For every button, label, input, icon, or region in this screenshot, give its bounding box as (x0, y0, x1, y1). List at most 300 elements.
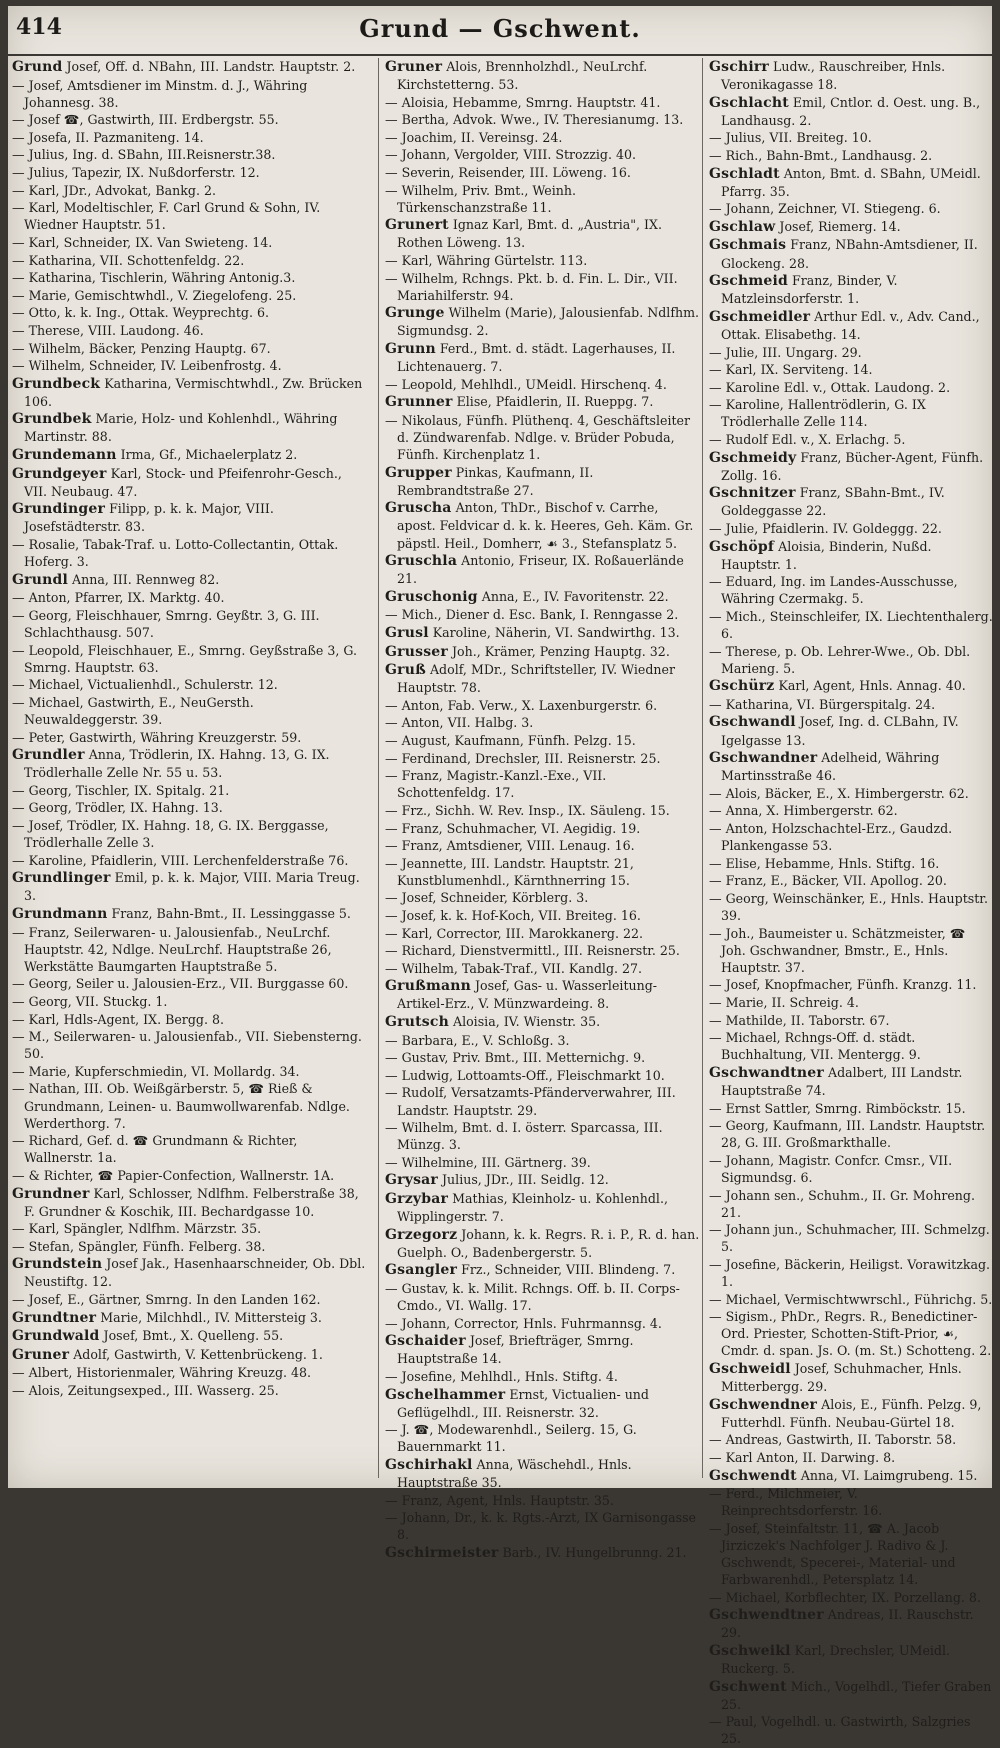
directory-entry-head (709, 236, 993, 271)
entry-text: — Julius, Tapezir, IX. Nußdorferstr. 12. (12, 165, 260, 181)
entry-text: — Paul, Vogelhdl. u. Gastwirth, Salzgries 25. (709, 1714, 971, 1747)
directory-entry (12, 975, 368, 992)
directory-entry (385, 837, 701, 854)
surname: Gschwendtner (709, 1607, 824, 1624)
directory-entry (12, 729, 368, 746)
surname: Grunert (385, 217, 449, 234)
directory-entry (385, 820, 701, 837)
entry-text: — Karoline, Hallentrödlerin, G. IX Trödlerhalle Zelle 114. (709, 397, 926, 430)
entry-text: Josef, Gas- u. Wasserleitung-Artikel-Erz., V. Münzwardeing. 8. (397, 978, 658, 1012)
entry-text: Aloisia, Binderin, Nußd. Hauptstr. 1. (721, 538, 932, 572)
directory-entry (709, 1029, 993, 1063)
directory-entry (709, 431, 993, 448)
entry-text: — Joh., Baumeister u. Schätzmeister, ☎ Joh. Gschwandner, Bmstr., E., Hnls. Hauptstr. 37. (709, 925, 966, 975)
entry-text: — Stefan, Spängler, Fünfh. Felberg. 38. (12, 1238, 266, 1254)
directory-entry (709, 785, 993, 802)
entry-text: Anna, Wäschehdl., Hnls. Hauptstraße 35. (397, 1456, 632, 1490)
surname: Grunn (385, 341, 436, 357)
surname: Gschlaw (709, 218, 776, 235)
directory-entry-head (709, 484, 993, 519)
directory-entry (385, 889, 701, 906)
directory-entry-head (709, 1064, 993, 1099)
directory-entry-head (709, 1678, 993, 1713)
surname: Gschladt (709, 165, 780, 182)
surname: Grundler (12, 747, 85, 764)
directory-entry-head (12, 375, 368, 410)
directory-entry (385, 111, 701, 128)
surname: Grusl (385, 625, 429, 641)
entry-text: — Gustav, Priv. Bmt., III. Metternichg. 9. (385, 1050, 646, 1066)
entry-text: Adolf, Gastwirth, V. Kettenbrückeng. 1. (69, 1346, 323, 1362)
surname: Grunner (385, 394, 453, 411)
entry-text: Marie, Milchhdl., IV. Mittersteig 3. (96, 1309, 322, 1325)
directory-entry (385, 960, 701, 977)
surname: Gschlacht (709, 94, 789, 111)
directory-entry (709, 147, 993, 164)
surname: Grutsch (385, 1014, 449, 1031)
directory-entry (12, 1291, 368, 1308)
entry-text: Franz, SBahn-Bmt., IV. Goldeggasse 22. (721, 485, 945, 519)
directory-entry (709, 855, 993, 872)
entry-text: — Georg, Weinschänker, E., Hnls. Hauptstr. 39. (709, 890, 988, 923)
entry-text: — Wilhelm, Tabak-Traf., VII. Kandlg. 27. (385, 960, 643, 976)
directory-entry (385, 376, 701, 393)
entry-text: Adelheid, Währing Martinsstraße 46. (721, 750, 940, 784)
directory-entry (12, 304, 368, 321)
directory-entry (709, 696, 993, 713)
entry-text: Arthur Edl. v., Adv. Cand., Ottak. Elisabethg. 14. (721, 308, 980, 342)
entry-text: — Karl Anton, II. Darwing. 8. (709, 1449, 896, 1465)
surname: Grzybar (385, 1191, 449, 1207)
entry-text: — August, Kaufmann, Fünfh. Pelzg. 15. (385, 733, 636, 749)
entry-text: Alois, Brennholzhdl., NeuLrchf. Kirchstetterng. 53. (397, 59, 648, 93)
directory-entry (709, 1187, 993, 1221)
entry-text: Josef, Bmt., X. Quelleng. 55. (99, 1328, 284, 1344)
entry-text: Pinkas, Kaufmann, II. Rembrandtstraße 27. (397, 464, 594, 498)
entry-text: — Anna, X. Himbergerstr. 62. (709, 803, 898, 819)
entry-text: Karl, Stock- und Pfeifenrohr-Gesch., VII. Neubaug. 47. (24, 465, 342, 499)
directory-entry-head (709, 58, 993, 93)
directory-entry-head (12, 1185, 368, 1220)
entry-text: — Sigism., PhDr., Regrs. R., Benedictiner-Ord. Priester, Schotten-Stift-Prior, ☙, Cmdr. d. span. Js. O. (m. St.) Schotteng. 2. (709, 1309, 992, 1359)
directory-entry (385, 146, 701, 163)
directory-entry (12, 1220, 368, 1237)
directory-entry (709, 1256, 993, 1290)
entry-text: Karl, Drechsler, UMeidl. Ruckerg. 5. (721, 1642, 951, 1677)
surname: Gschürz (709, 678, 775, 695)
surname: Grusser (385, 643, 448, 660)
directory-entry (709, 608, 993, 642)
entry-text: — Georg, Trödler, IX. Hahng. 13. (12, 800, 223, 816)
entry-text: — Karl, Hdls-Agent, IX. Bergg. 8. (12, 1011, 224, 1027)
surname: Grund (12, 59, 63, 75)
surname: Gschwandner (709, 750, 818, 767)
directory-entry (12, 852, 368, 869)
directory-entry-head (12, 465, 368, 500)
surname: Gruß (385, 662, 426, 679)
surname: Gschwandtner (709, 1064, 824, 1081)
entry-text: — Eduard, Ing. im Landes-Ausschusse, Währing Czermakg. 5. (709, 574, 958, 607)
entry-text: Irma, Gf., Michaelerplatz 2. (116, 447, 298, 463)
entry-text: Mathias, Kleinholz- u. Kohlenhdl., Wipplingerstr. 7. (397, 1191, 668, 1225)
entry-text: Julius, JDr., III. Seidlg. 12. (438, 1172, 609, 1188)
directory-entry-head (12, 58, 368, 76)
column-1 (12, 58, 368, 1478)
directory-entry (385, 252, 701, 269)
directory-entry-head (12, 571, 368, 589)
directory-entry-head (709, 94, 993, 129)
surname: Gschirhakl (385, 1456, 473, 1473)
entry-text: Joh., Krämer, Penzing Hauptg. 32. (447, 643, 670, 659)
entry-text: — Franz, Agent, Hnls. Hauptstr. 35. (385, 1492, 614, 1508)
directory-entry-head (385, 1544, 701, 1562)
entry-text: — Ludwig, Lottoamts-Off., Fleischmarkt 10. (385, 1067, 665, 1083)
surname: Grundgeyer (12, 465, 107, 482)
entry-text: — Johann, Vergolder, VIII. Strozzig. 40. (385, 147, 637, 163)
directory-entry (709, 129, 993, 146)
entry-text: — Marie, Kupferschmiedin, VI. Mollardg. 34. (12, 1063, 300, 1079)
directory-entry-head (385, 464, 701, 499)
directory-entry-head (709, 1467, 993, 1485)
entry-text: — Josefine, Mehlhdl., Hnls. Stiftg. 4. (385, 1368, 618, 1384)
directory-entry-head (709, 1396, 993, 1431)
entry-text: — Karl, Schneider, IX. Van Swieteng. 14. (12, 234, 273, 250)
entry-text: Franz, NBahn-Amtsdiener, II. Glockeng. 28. (721, 237, 978, 271)
directory-entry (709, 1117, 993, 1151)
surname: Grundlinger (12, 870, 111, 887)
entry-text: Aloisia, IV. Wienstr. 35. (448, 1014, 601, 1030)
directory-entry (385, 1084, 701, 1118)
entry-text: — Franz, Schuhmacher, VI. Aegidig. 19. (385, 820, 641, 836)
directory-entry (709, 1431, 993, 1448)
directory-entry (385, 182, 701, 216)
directory-entry (385, 802, 701, 819)
directory-entry-head (385, 552, 701, 587)
directory-entry (385, 732, 701, 749)
entry-text: — Michael, Korbflechter, IX. Porzellang. 8. (709, 1589, 981, 1605)
directory-entry (385, 412, 701, 463)
entry-text: — Rosalie, Tabak-Traf. u. Lotto-Collectantin, Ottak. Hoferg. 3. (12, 537, 339, 570)
directory-entry (12, 1028, 368, 1062)
directory-entry (709, 1152, 993, 1186)
directory-entry-head (709, 1606, 993, 1641)
entry-text: — Wilhelmine, III. Gärtnerg. 39. (385, 1154, 591, 1170)
directory-entry (709, 1308, 993, 1359)
surname: Grundmann (12, 906, 108, 922)
directory-entry-head (12, 446, 368, 464)
entry-text: — Rudolf, Versatzamts-Pfänderverwahrer, III. Landstr. Hauptstr. 29. (385, 1085, 676, 1118)
directory-entry (12, 993, 368, 1010)
directory-entry-head (709, 449, 993, 484)
surname: Gruner (12, 1346, 70, 1363)
directory-entry-head (385, 1171, 701, 1189)
directory-entry (709, 820, 993, 854)
entry-text: — Josef, Trödler, IX. Hahng. 18, G. IX. Berggasse, Trödlerhalle Zelle 3. (12, 818, 329, 851)
surname: Grundstein (12, 1256, 103, 1273)
entry-text: — Mich., Steinschleifer, IX. Liechtenthalerg. 6. (709, 608, 993, 641)
surname: Gschwandl (709, 714, 796, 731)
directory-entry (12, 536, 368, 570)
column-3 (702, 58, 993, 1747)
directory-entry-head (12, 1309, 368, 1327)
directory-entry (385, 270, 701, 304)
entry-text: — Josef ☎, Gastwirth, III. Erdbergstr. 55. (12, 112, 279, 128)
directory-entry (709, 1485, 993, 1519)
directory-entry-head (12, 1346, 368, 1364)
entry-text: Andreas, II. Rauschstr. 29. (721, 1607, 974, 1641)
directory-entry (709, 994, 993, 1011)
surname: Gschirmeister (385, 1544, 499, 1561)
entry-text: — Karl, Corrector, III. Marokkanerg. 22. (385, 925, 644, 941)
directory-entry (12, 1011, 368, 1028)
directory-entry (709, 1100, 993, 1117)
entry-text: — Mich., Diener d. Esc. Bank, I. Renngasse 2. (385, 607, 679, 623)
directory-entry (385, 129, 701, 146)
directory-entry (12, 817, 368, 851)
surname: Grußmann (385, 978, 471, 995)
entry-text: — & Richter, ☎ Papier-Confection, Wallnerstr. 1A. (12, 1167, 335, 1183)
page-header (8, 6, 992, 54)
directory-entry (709, 379, 993, 396)
directory-entry-head (709, 1360, 993, 1395)
directory-entry (12, 676, 368, 693)
entry-text: — Anton, Fab. Verw., X. Laxenburgerstr. 6. (385, 697, 658, 713)
directory-entry (12, 234, 368, 251)
entry-text: — Josef, Steinfaltstr. 11, ☎ A. Jacob Jirziczek's Nachfolger J. Radivo & J. Gschwendt, Specerei-, Material- und Farbwarenhdl., Petersplatz 14. (709, 1520, 956, 1588)
directory-entry-head (385, 1013, 701, 1031)
directory-entry (385, 925, 701, 942)
entry-text: Barb., IV. Hungelbrunng. 21. (498, 1544, 687, 1560)
directory-entry (12, 1364, 368, 1381)
directory-entry (385, 1067, 701, 1084)
entry-text: — Katharina, Tischlerin, Währing Antonig.3. (12, 270, 296, 286)
directory-entry-head (12, 500, 368, 535)
entry-text: — Josef, Knopfmacher, Fünfh. Kranzg. 11. (709, 977, 977, 993)
entry-text: — Albert, Historienmaler, Währing Kreuzg. 48. (12, 1365, 312, 1381)
directory-entry-head (385, 499, 701, 551)
directory-entry (709, 890, 993, 924)
directory-entry-head (12, 905, 368, 923)
running-title: Grund — Gschwent. (359, 14, 641, 43)
column-2 (378, 58, 701, 1561)
entry-text: Antonio, Friseur, IX. Roßauerlände 21. (397, 553, 684, 587)
directory-entry (709, 396, 993, 430)
entry-text: — Julius, Ing. d. SBahn, III.Reisnerstr.38. (12, 147, 276, 163)
entry-text: — Marie, II. Schreig. 4. (709, 994, 859, 1010)
entry-text: Anna, VI. Laimgrubeng. 15. (796, 1467, 978, 1483)
entry-text: — Nathan, III. Ob. Weißgärberstr. 5, ☎ Rieß & Grundmann, Leinen- u. Baumwollwarenfab. Ndlge. Werderthorg. 7. (12, 1081, 350, 1131)
directory-entry (385, 94, 701, 111)
entry-text: Karl, Schlosser, Ndlfhm. Felberstraße 38, F. Grundner & Koschik, III. Bechardgasse 10. (24, 1185, 359, 1219)
entry-text: — Alois, Bäcker, E., X. Himbergerstr. 62. (709, 785, 969, 801)
entry-text: Emil, p. k. k. Major, VIII. Maria Treug. 3. (24, 870, 360, 904)
entry-text: Josef, Off. d. NBahn, III. Landstr. Hauptstr. 2. (62, 59, 356, 74)
entry-text: — Rich., Bahn-Bmt., Landhausg. 2. (709, 147, 933, 163)
entry-text: — Ferd., Milchmeier, V. Reinprechtsdorferstr. 16. (709, 1486, 883, 1519)
entry-text: — Ferdinand, Drechsler, III. Reisnerstr. 25. (385, 750, 661, 766)
entry-text: — Wilhelm, Rchngs. Pkt. b. d. Fin. L. Dir., VII. Mariahilferstr. 94. (385, 270, 678, 303)
directory-entry (709, 200, 993, 217)
entry-text: — Josefa, II. Pazmaniteng. 14. (12, 129, 204, 145)
directory-entry (385, 942, 701, 959)
directory-entry (12, 782, 368, 799)
entry-text: Frz., Schneider, VIII. Blindeng. 7. (457, 1262, 676, 1278)
entry-text: — Josefine, Bäckerin, Heiligst. Vorawitzkag. 1. (709, 1256, 991, 1289)
directory-entry-head (385, 1226, 701, 1261)
directory-entry-head (385, 1332, 701, 1367)
entry-text: — Georg, VII. Stuckg. 1. (12, 993, 168, 1009)
surname: Grundinger (12, 501, 106, 518)
directory-entry (709, 802, 993, 819)
directory-entry-head (709, 749, 993, 784)
directory-entry-head (385, 1386, 701, 1421)
directory-entry (12, 322, 368, 339)
surname: Grunge (385, 305, 445, 322)
entry-text: Anna, III. Rennweg 82. (68, 571, 220, 587)
surname: Gschweidl (709, 1360, 791, 1377)
directory-entry (385, 1032, 701, 1049)
entry-text: — Wilhelm, Schneider, IV. Leibenfrostg. 4. (12, 358, 282, 374)
page-number: 414 (16, 14, 62, 40)
entry-text: — Peter, Gastwirth, Währing Kreuzgerstr. 59. (12, 729, 302, 745)
directory-entry (709, 1589, 993, 1606)
entry-text: — Karl, Modeltischler, F. Carl Grund & Sohn, IV. Wiedner Hauptstr. 51. (12, 200, 321, 233)
entry-text: — Josef, Schneider, Körblerg. 3. (385, 890, 589, 906)
directory-entry (385, 1492, 701, 1509)
entry-text: Ludw., Rauschreiber, Hnls. Veronikagasse 18. (721, 59, 946, 93)
entry-text: — Barbara, E., V. Schloßg. 3. (385, 1032, 570, 1048)
directory-entry (12, 129, 368, 146)
directory-entry (709, 1449, 993, 1466)
directory-entry-head (385, 661, 701, 696)
directory-entry-head (385, 1261, 701, 1279)
directory-entry (385, 1119, 701, 1153)
entry-text: — Otto, k. k. Ing., Ottak. Weyprechtg. 6. (12, 305, 269, 321)
entry-text: Elise, Pfaidlerin, II. Rueppg. 7. (452, 394, 654, 410)
directory-entry (709, 1713, 993, 1747)
surname: Grundemann (12, 447, 117, 464)
entry-text: — Georg, Tischler, IX. Spitalg. 21. (12, 782, 230, 798)
directory-entry-head (709, 713, 993, 748)
surname: Gschwendt (709, 1467, 797, 1484)
entry-text: Anton, Bmt. d. SBahn, UMeidl. Pfarrg. 35. (721, 165, 981, 199)
directory-entry (385, 750, 701, 767)
entry-text: Wilhelm (Marie), Jalousienfab. Ndlfhm. Sigmundsg. 2. (397, 305, 700, 339)
directory-entry-head (385, 216, 701, 251)
entry-text: — Josef, Amtsdiener im Minstm. d. J., Währing Johannesg. 38. (12, 77, 308, 110)
entry-text: — Johann, Dr., k. k. Rgts.-Arzt, IX Garnisongasse 8. (385, 1510, 697, 1543)
surname: Gschirr (709, 59, 770, 75)
directory-entry (709, 872, 993, 889)
entry-text: Adalbert, III Landstr. Hauptstraße 74. (721, 1064, 963, 1098)
entry-text: Josef Jak., Hasenhaarschneider, Ob. Dbl. Neustiftg. 12. (24, 1256, 366, 1290)
directory-entry (12, 924, 368, 975)
entry-text: — Therese, VIII. Laudong. 46. (12, 322, 204, 338)
entry-text: Adolf, MDr., Schriftsteller, IV. Wiedner Hauptstr. 78. (397, 662, 675, 696)
directory-entry-head (385, 1190, 701, 1225)
entry-text: — Franz, Amtsdiener, VIII. Lenaug. 16. (385, 838, 635, 854)
entry-text: — Therese, p. Ob. Lehrer-Wwe., Ob. Dbl. Marieng. 5. (709, 643, 971, 676)
directory-entry (709, 925, 993, 976)
entry-text: — Richard, Gef. d. ☎ Grundmann & Richter, Wallnerstr. 1a. (12, 1133, 298, 1166)
directory-entry-head (385, 393, 701, 411)
entry-text: — Katharina, VII. Schottenfeldg. 22. (12, 252, 245, 268)
entry-text: — Joachim, II. Vereinsg. 24. (385, 129, 563, 145)
directory-entry (12, 164, 368, 181)
surname: Gschwendner (709, 1396, 818, 1413)
directory-entry (709, 573, 993, 607)
directory-entry-head (12, 746, 368, 781)
surname: Grundner (12, 1185, 90, 1202)
directory-entry (709, 1291, 993, 1308)
entry-text: Josef, Riemerg. 14. (775, 218, 901, 234)
surname: Grundwald (12, 1328, 100, 1345)
surname: Gruner (385, 59, 443, 75)
directory-entry (385, 1280, 701, 1314)
directory-entry-head (709, 218, 993, 236)
surname: Gschmeidler (709, 308, 811, 325)
entry-text: Emil, Cntlor. d. Oest. ung. B., Landhausg. 2. (721, 94, 981, 128)
entry-text: — Georg, Kaufmann, III. Landstr. Hauptstr. 28, G. III. Großmarkthalle. (709, 1118, 986, 1151)
directory-entry-head (12, 1255, 368, 1290)
surname: Gschmais (709, 237, 787, 254)
entry-text: Franz, Bahn-Bmt., II. Lessinggasse 5. (107, 906, 351, 921)
entry-text: — Wilhelm, Bäcker, Penzing Hauptg. 67. (12, 340, 271, 356)
entry-text: Josef, Briefträger, Smrng. Hauptstraße 14. (397, 1333, 634, 1367)
entry-text: — Wilhelm, Priv. Bmt., Weinh. Türkenschanzstraße 11. (385, 182, 576, 215)
entry-text: — Johann, Corrector, Hnls. Fuhrmannsg. 4. (385, 1315, 662, 1331)
entry-text: — Michael, Gastwirth, E., NeuGersth. Neuwaldeggerstr. 39. (12, 694, 254, 727)
entry-text: — Julius, VII. Breiteg. 10. (709, 130, 872, 146)
surname: Gruscha (385, 500, 452, 517)
directory-entry (12, 182, 368, 199)
surname: Gschnitzer (709, 485, 796, 502)
entry-text: — Josef, k. k. Hof-Koch, VII. Breiteg. 16. (385, 908, 641, 923)
entry-text: Anna, E., IV. Favoritenstr. 22. (477, 588, 669, 604)
entry-text: Katharina, Vermischtwhdl., Zw. Brücken 106. (24, 375, 363, 409)
entry-text: — Frz., Sichh. W. Rev. Insp., IX. Säuleng. 15. (385, 802, 670, 818)
directory-entry (12, 77, 368, 111)
header-rule (8, 54, 992, 56)
entry-text: — J. ☎, Modewarenhdl., Seilerg. 15, G. Bauernmarkt 11. (385, 1422, 637, 1455)
entry-text: — Andreas, Gastwirth, II. Taborstr. 58. (709, 1432, 957, 1448)
surname: Grzegorz (385, 1226, 458, 1243)
directory-entry (12, 642, 368, 676)
directory-entry (12, 694, 368, 728)
directory-entry-head (709, 272, 993, 307)
entry-text: Anna, Trödlerin, IX. Hahng. 13, G. IX. Trödlerhalle Zelle Nr. 55 u. 53. (24, 747, 330, 781)
entry-text: — Michael, Rchngs-Off. d. städt. Buchhaltung, VII. Mentergg. 9. (709, 1030, 921, 1063)
entry-text: — Rudolf Edl. v., X. Erlachg. 5. (709, 431, 906, 447)
surname: Grundl (12, 571, 68, 588)
entry-text: — Julie, III. Ungarg. 29. (709, 344, 862, 360)
directory-entry (385, 1049, 701, 1066)
entry-text: — Johann sen., Schuhm., II. Gr. Mohreng. 21. (709, 1187, 975, 1220)
directory-entry-head (385, 977, 701, 1012)
surname: Grysar (385, 1172, 438, 1189)
directory-entry (709, 344, 993, 361)
surname: Gschmeid (709, 273, 788, 290)
surname: Grundbeck (12, 375, 101, 392)
directory-entry (385, 1421, 701, 1455)
directory-page (8, 6, 993, 1747)
entry-text: — Wilhelm, Bmt. d. I. österr. Sparcassa, III. Münzg. 3. (385, 1120, 663, 1153)
directory-entry (12, 146, 368, 163)
directory-entry (709, 976, 993, 993)
surname: Gschmeidy (709, 449, 797, 466)
surname: Grundbek (12, 411, 92, 428)
directory-entry (12, 199, 368, 233)
